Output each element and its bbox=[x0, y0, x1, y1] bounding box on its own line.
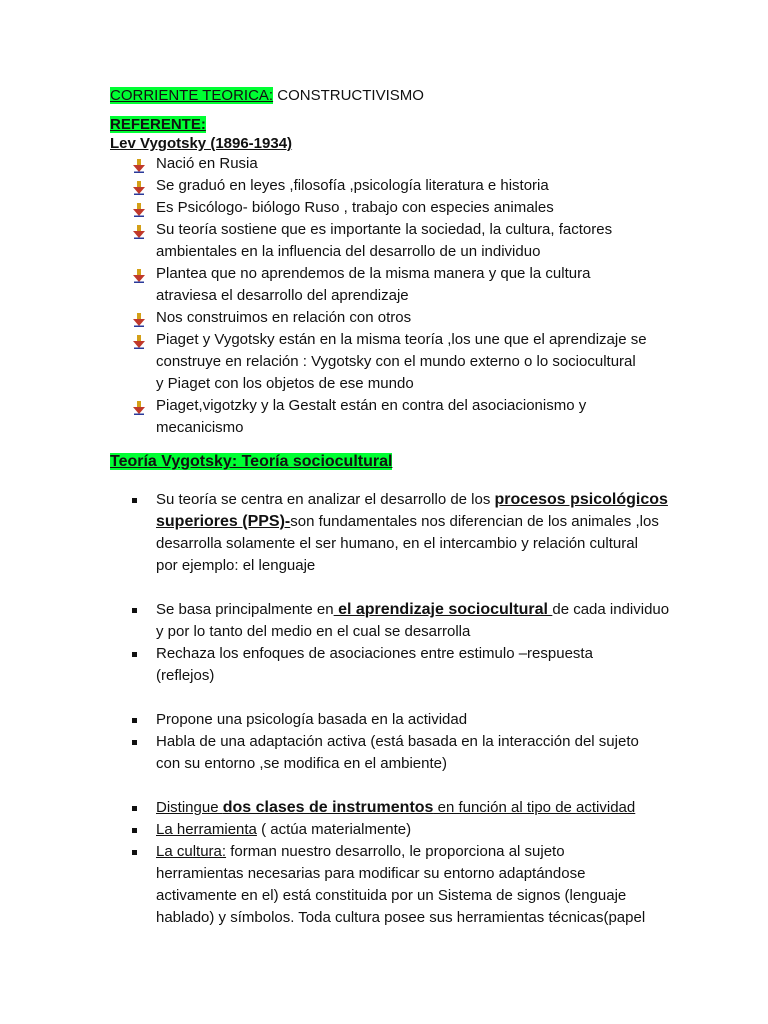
square-bullet-icon bbox=[132, 806, 137, 811]
aprendizaje-text-pre: Se basa principalmente en bbox=[156, 601, 334, 618]
corriente-teorica-label: CORRIENTE TEORICA: bbox=[110, 87, 274, 104]
herramienta-text: ( actúa materialmente) bbox=[256, 821, 412, 838]
section-title: Teoría Vygotsky: Teoría sociocultural bbox=[110, 453, 393, 470]
list-item-habla bbox=[110, 731, 670, 775]
propone-text: Propone una psicología basada en la actividad bbox=[156, 711, 468, 728]
arrow-list-item bbox=[110, 153, 670, 175]
arrow-down-bullet-icon bbox=[132, 312, 146, 326]
distingue-term: dos clases de instrumentos bbox=[222, 799, 434, 816]
arrow-list-item bbox=[110, 219, 670, 263]
cultura-text-line1: forman nuestro desarrollo, le proporciona al sujeto bbox=[226, 843, 565, 860]
list-item-distingue bbox=[110, 797, 670, 819]
pps-text-post: son fundamentales nos diferencian de los animales ,los bbox=[290, 513, 659, 530]
arrow-down-bullet-icon bbox=[132, 202, 146, 216]
arrow-list-item-text: Nos construimos en relación con otros bbox=[156, 309, 412, 326]
square-bullet-icon bbox=[132, 608, 137, 613]
pps-text-line3: desarrolla solamente el ser humano, en el intercambio y relación cultural bbox=[156, 535, 638, 552]
arrow-list-item-text: mecanicismo bbox=[156, 419, 244, 436]
arrow-list-item-text: y Piaget con los objetos de ese mundo bbox=[156, 375, 414, 392]
arrow-list-item-text: Piaget y Vygotsky están en la misma teoría ,los une que el aprendizaje se bbox=[156, 331, 647, 348]
aprendizaje-text-post: de cada individuo bbox=[552, 601, 670, 618]
square-bullet-icon bbox=[132, 498, 137, 503]
square-bullet-icon bbox=[132, 850, 137, 855]
pps-text-pre: Su teoría se centra en analizar el desarrollo de los bbox=[156, 491, 495, 508]
habla-text-line2: con su entorno ,se modifica en el ambiente) bbox=[156, 755, 447, 772]
arrow-list-item-text: Se graduó en leyes ,filosofía ,psicología literatura e historia bbox=[156, 177, 549, 194]
arrow-list-item bbox=[110, 197, 670, 219]
distingue-text-post: en función al tipo de actividad bbox=[433, 799, 636, 816]
cultura-text-line2: herramientas necesarias para modificar su entorno adaptándose bbox=[156, 865, 586, 882]
aprendizaje-text-line2: y por lo tanto del medio en el cual se desarrolla bbox=[156, 623, 471, 640]
arrow-list-item bbox=[110, 329, 670, 395]
arrow-list-item bbox=[110, 395, 670, 439]
square-bullet-icon bbox=[132, 740, 137, 745]
rechaza-text-line1: Rechaza los enfoques de asociaciones entre estimulo –respuesta bbox=[156, 645, 593, 662]
arrow-down-bullet-icon bbox=[132, 224, 146, 238]
list-item-pps bbox=[110, 489, 670, 577]
arrow-list-item-text: Nació en Rusia bbox=[156, 155, 258, 172]
referente-name: Lev Vygotsky (1896-1934) bbox=[110, 135, 293, 152]
section-title-line bbox=[110, 451, 670, 473]
pps-term-1: procesos psicológicos bbox=[494, 491, 668, 508]
theory-list bbox=[110, 489, 670, 929]
cultura-label: La cultura: bbox=[156, 843, 227, 860]
corriente-teorica-value: CONSTRUCTIVISMO bbox=[273, 87, 424, 104]
square-bullet-icon bbox=[132, 652, 137, 657]
arrow-list-item bbox=[110, 307, 670, 329]
list-item-herramienta bbox=[110, 819, 670, 841]
list-item-propone bbox=[110, 709, 670, 731]
biography-list bbox=[110, 153, 670, 439]
list-item-aprendizaje bbox=[110, 599, 670, 643]
arrow-list-item-text: atraviesa el desarrollo del aprendizaje bbox=[156, 287, 409, 304]
referente-name-line bbox=[110, 134, 670, 153]
blank-line bbox=[110, 775, 670, 797]
arrow-list-item-text: Piaget,vigotzky y la Gestalt están en contra del asociacionismo y bbox=[156, 397, 587, 414]
arrow-down-bullet-icon bbox=[132, 400, 146, 414]
arrow-list-item-text: Plantea que no aprendemos de la misma manera y que la cultura bbox=[156, 265, 591, 282]
list-item-rechaza bbox=[110, 643, 670, 687]
arrow-down-bullet-icon bbox=[132, 334, 146, 348]
arrow-list-item bbox=[110, 263, 670, 307]
pps-text-line4: por ejemplo: el lenguaje bbox=[156, 557, 316, 574]
arrow-down-bullet-icon bbox=[132, 180, 146, 194]
square-bullet-icon bbox=[132, 828, 137, 833]
pps-term-2: superiores (PPS)- bbox=[156, 513, 291, 530]
blank-line bbox=[110, 687, 670, 709]
list-item-cultura bbox=[110, 841, 670, 929]
herramienta-label: La herramienta bbox=[156, 821, 257, 838]
blank-line bbox=[110, 577, 670, 599]
corriente-teorica-line bbox=[110, 85, 670, 107]
distingue-text-pre: Distingue bbox=[156, 799, 223, 816]
arrow-list-item-text: Su teoría sostiene que es importante la sociedad, la cultura, factores bbox=[156, 221, 613, 238]
document-page bbox=[110, 85, 670, 929]
cultura-text-line4: hablado) y símbolos. Toda cultura posee sus herramientas técnicas(papel bbox=[156, 909, 646, 926]
cultura-text-line3: activamente en el) está constituida por un Sistema de signos (lenguaje bbox=[156, 887, 627, 904]
referente-label-line bbox=[110, 115, 670, 134]
arrow-down-bullet-icon bbox=[132, 158, 146, 172]
square-bullet-icon bbox=[132, 718, 137, 723]
rechaza-text-line2: (reflejos) bbox=[156, 667, 215, 684]
arrow-list-item-text: construye en relación : Vygotsky con el mundo externo o lo sociocultural bbox=[156, 353, 636, 370]
arrow-list-item-text: Es Psicólogo- biólogo Ruso , trabajo con especies animales bbox=[156, 199, 554, 216]
aprendizaje-term: el aprendizaje sociocultural bbox=[333, 601, 553, 618]
habla-text-line1: Habla de una adaptación activa (está basada en la interacción del sujeto bbox=[156, 733, 639, 750]
referente-label: REFERENTE: bbox=[110, 116, 206, 133]
arrow-list-item-text: ambientales en la influencia del desarrollo de un individuo bbox=[156, 243, 541, 260]
arrow-list-item bbox=[110, 175, 670, 197]
arrow-down-bullet-icon bbox=[132, 268, 146, 282]
